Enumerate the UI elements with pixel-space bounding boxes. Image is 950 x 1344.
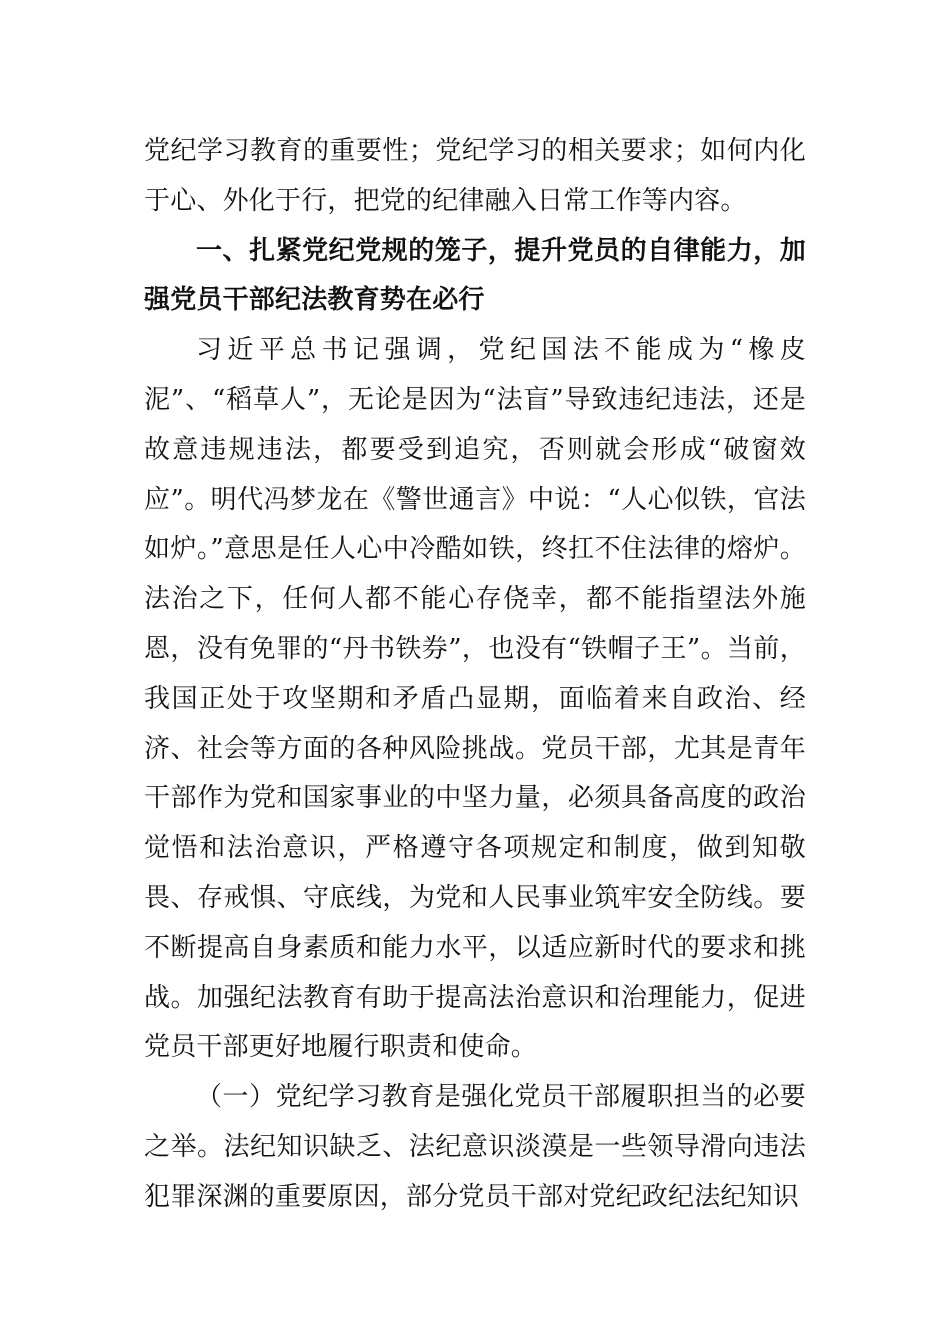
document-page: [144, 127, 806, 1223]
body-paragraph: 习近平总书记强调，党纪国法不能成为“橡皮泥”、“稻草人”，无论是因为“法盲”导致违纪违法，还是故意违规违法，都要受到追究，否则就会形成“破窗效应”。明代冯梦龙在《警世通言》中说：“人心似铁，官法如炉。”意思是任人心中冷酷如铁，终扛不住法律的熔炉。法治之下，任何人都不能心存侥幸，都不能指望法外施恩，没有免罪的“丹书铁券”，也没有“铁帽子王”。当前，我国正处于攻坚期和矛盾凸显期，面临着来自政治、经济、社会等方面的各种风险挑战。党员干部，尤其是青年干部作为党和国家事业的中坚力量，必须具备高度的政治觉悟和法治意识，严格遵守各项规定和制度，做到知敬畏、存戒惧、守底线，为党和人民事业筑牢安全防线。要不断提高自身素质和能力水平，以适应新时代的要求和挑战。加强纪法教育有助于提高法治意识和治理能力，促进党员干部更好地履行职责和使命。: [144, 335, 806, 1063]
subsection-paragraph: （一）党纪学习教育是强化党员干部履职担当的必要之举。法纪知识缺乏、法纪意识淡漠是一些领导滑向违法犯罪深渊的重要原因，部分党员干部对党纪政纪法纪知识: [144, 1082, 806, 1212]
section-heading: 一、扎紧党纪党规的笼子，提升党员的自律能力，加强党员干部纪法教育势在必行: [144, 235, 806, 316]
intro-paragraph: 党纪学习教育的重要性；党纪学习的相关要求；如何内化于心、外化于行，把党的纪律融入日常工作等内容。: [144, 136, 806, 216]
